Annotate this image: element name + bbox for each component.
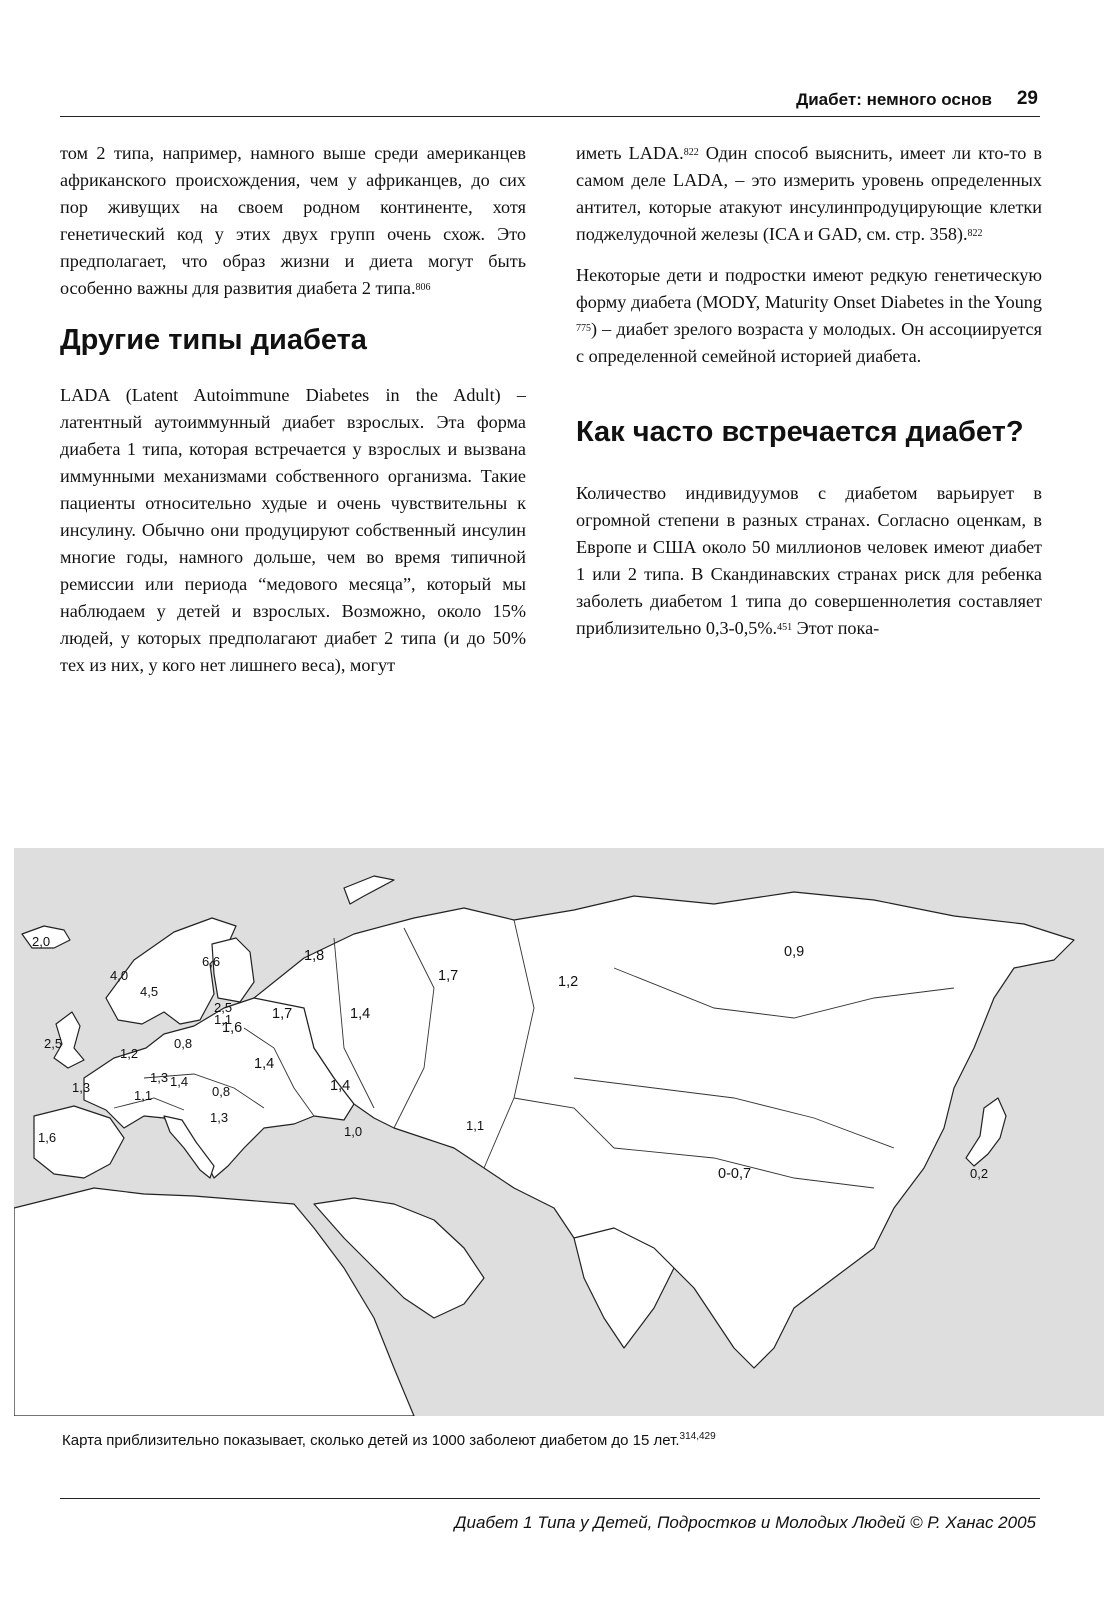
left-column [60,140,526,693]
diabetes-incidence-map [14,848,1104,1416]
right-column [576,140,1042,656]
map-label-russia-west: 1,4 [350,1006,371,1022]
reference-number: 806 [415,282,431,293]
map-label-czech: 1,3 [150,1070,169,1085]
map-label-finland: 6,6 [202,954,221,969]
page-number: 29 [1016,88,1038,109]
map-label-central-asia: 1,1 [466,1118,485,1133]
map-drawing [14,848,1104,1416]
paragraph [576,480,1042,642]
map-label-china: 0-0,7 [718,1166,752,1182]
map-label-russia-north: 1,8 [304,948,325,964]
map-label-belarus: 1,7 [272,1006,293,1022]
paragraph-text: том 2 типа, например, намного выше среди американцев африканского происхождения, чем у африканцев, до сих пор живущих на своем родном континенте, хотя генетический код у этих двух групп очень схож. Это предполагает, что образ жизни и диета могут быть особенно важны для развития диабета 2 типа. [60,143,526,298]
map-label-hungary: 1,4 [170,1074,189,1089]
map-label-iceland: 2,0 [32,934,51,949]
footer-text: Диабет 1 Типа у Детей, Подростков и Молодых Людей © Р. Ханас 2005 [454,1513,1036,1532]
map-label-france: 1,3 [72,1080,91,1095]
paragraph-text: ) – диабет зрелого возраста у молодых. Он ассоциируется с определенной семейной историей диабета. [576,319,1042,366]
map-label-italy: 1,1 [134,1088,153,1103]
map-label-norway: 4,0 [110,968,129,983]
reference-number: 822 [683,147,699,158]
map-label-russia-central: 1,7 [438,968,459,984]
paragraph-text: Некоторые дети и подростки имеют редкую генетическую форму диабета (MODY, Maturity Onset Diabetes in the Young [576,265,1042,312]
paragraph [576,140,1042,248]
map-label-latvia: 1,1 [214,1012,233,1027]
map-label-germany: 1,2 [120,1046,139,1061]
reference-number: 314,429 [679,1431,716,1442]
paragraph-text: Количество индивидуумов с диабетом варьирует в огромной степени в разных странах. Согласно оценкам, в Европе и США около 50 миллионов человек имеют диабет 1 или 2 типа. В Скандинавских странах риск для ребенка заболеть диабетом 1 типа до совершеннолетия составляет приблизительно 0,3-0,5%. [576,483,1042,638]
map-label-estonia: 2,5 [214,1000,233,1015]
map-label-ukraine: 1,4 [254,1056,275,1072]
map-label-poland: 0,8 [174,1036,193,1051]
caption-text: Карта приблизительно показывает, сколько детей из 1000 заболеют диабетом до 15 лет. [62,1432,680,1449]
map-label-russia-south: 1,4 [330,1078,351,1094]
reference-number: 775 [576,323,591,334]
map-label-spain: 1,6 [38,1130,57,1145]
map-label-sweden: 4,5 [140,984,159,999]
map-label-uk: 2,5 [44,1036,63,1051]
reference-number: 822 [967,228,983,239]
map-label-baltics: 1,6 [222,1020,243,1036]
section-heading: Как часто встречается диабет? [576,416,1024,448]
paragraph-text: Один способ выяснить, имеет ли кто-то в самом деле LADA, – это измерить уровень определенных антител, которые атакуют инсулинпродуцирующие клетки поджелудочной железы (ICA и GAD, см. стр. 358). [576,143,1042,244]
reference-number: 451 [777,622,793,633]
map-label-siberia: 1,2 [558,974,579,990]
japan-shape [966,1098,1006,1166]
map-label-bulgaria: 1,3 [210,1110,229,1125]
map-label-russia-east: 0,9 [784,944,805,960]
map-label-romania: 0,8 [212,1084,231,1099]
paragraph [576,262,1042,370]
map-label-caucasus: 1,0 [344,1124,363,1139]
novaya-zemlya-shape [344,876,394,904]
running-header-title: Диабет: немного основ [796,90,992,109]
running-footer [60,1498,1040,1543]
section-heading: Другие типы диабета [60,324,367,356]
paragraph-text: Этот пока- [792,618,880,638]
paragraph: LADA (Latent Autoimmune Diabetes in the Adult) – латентный аутоиммунный диабет взрослых. Эта форма диабета 1 типа, которая встречается у взрослых и вызвана иммунными механизмами собственного организма. Такие пациенты относительно худые и очень чувствительны к инсулину. Обычно они продуцируют собственный инсулин многие годы, намного дольше, чем во время типичной ремиссии или периода “медового месяца”, который мы наблюдаем у детей и взрослых. Возможно, около 15% людей, у которых предполагают диабет 2 типа (и до 50% тех из них, у кого нет лишнего веса), могут [60,385,526,675]
finland-shape [212,938,254,1002]
running-header [60,86,1040,117]
asia-shape [254,892,1074,1368]
map-label-japan: 0,2 [970,1166,989,1181]
paragraph-text: иметь LADA. [576,143,684,163]
map-caption [62,1432,1022,1449]
paragraph [60,140,526,302]
